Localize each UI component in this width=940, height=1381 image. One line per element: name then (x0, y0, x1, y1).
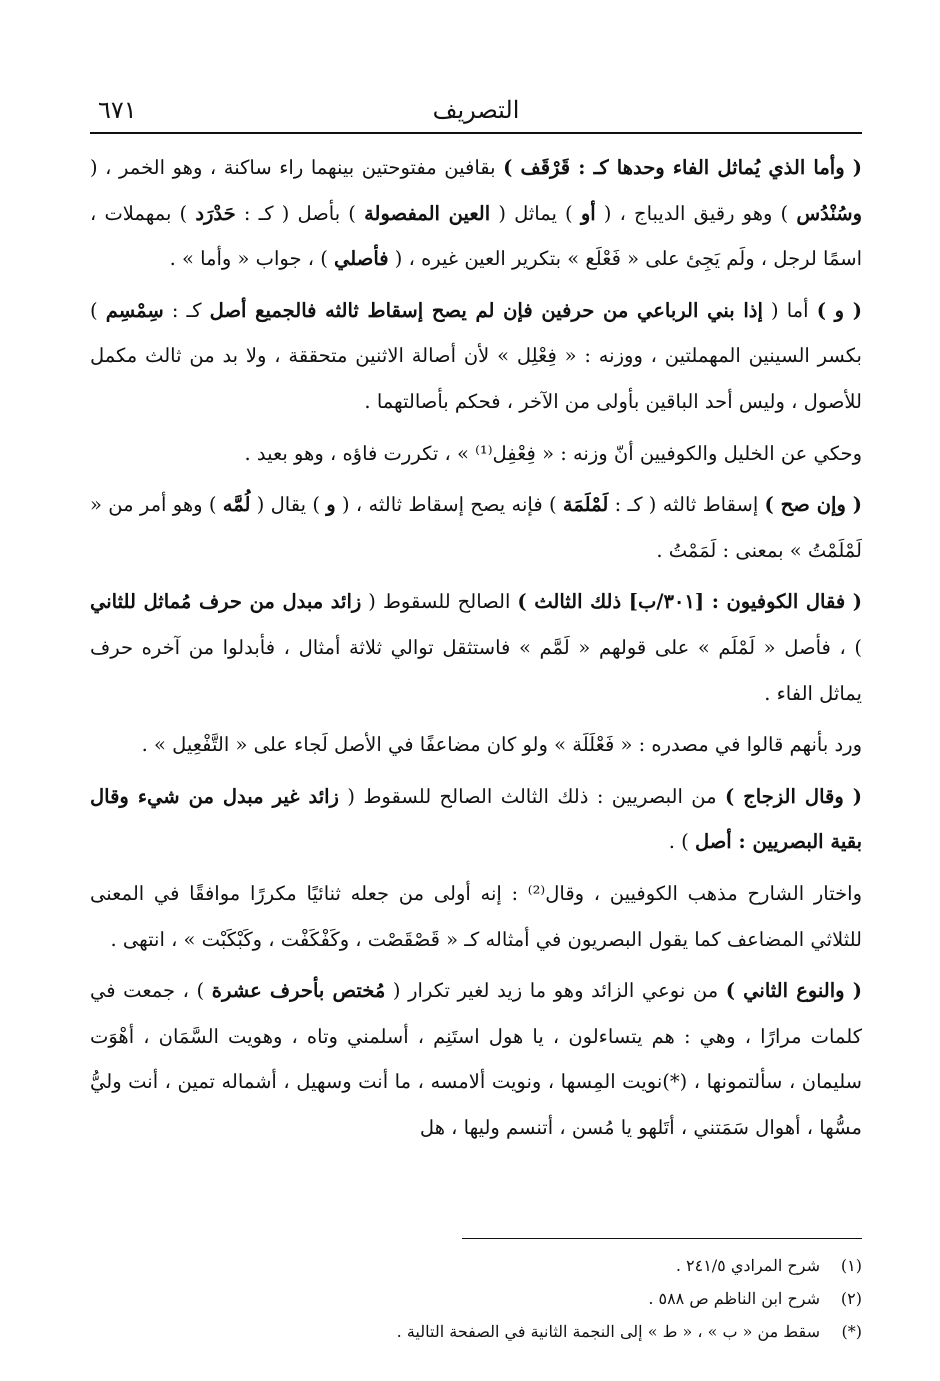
bold-text-run: العين المفصولة (364, 201, 491, 225)
bold-text-run: سِمْسِم (105, 298, 164, 322)
text-run: ) ، فأصل « لَمْلَم » على قولهم « لَمَّم » فاستثقل توالي ثلاثة أمثال ، فأبدلوا من آخره حرف يماثل الفاء . (90, 635, 862, 705)
text-run: كـ : (163, 298, 210, 322)
bold-text-run: مُختص بأحرف عشرة (211, 979, 386, 1003)
text-run: ) بكسر السينين المهملتين ، ووزنه : « فِعْلِل » لأن أصالة الاثنين متحققة ، ولا بد من ثالث مكمل للأصول ، وليس أحد الباقين بأولى من الآخر ، فحكم بأصالتهما . (90, 298, 862, 413)
text-run: ) يقال ( (250, 493, 327, 517)
paragraph (90, 774, 862, 865)
text-run: إسقاط ثالثه ( كـ : (608, 493, 765, 517)
paragraph (90, 968, 862, 1150)
text-run: وحكي عن الخليل والكوفيين أنّ وزنه : « فِعْفِل⁽¹⁾ » ، تكررت فاؤه ، وهو بعيد . (244, 441, 862, 465)
bold-text-run: ( والنوع الثاني ) (725, 979, 862, 1003)
bold-text-run: زائد غير مبدل من شيء وقال بقية البصريين : أصل (90, 784, 862, 854)
bold-text-run: ( و ) (816, 298, 862, 322)
paragraph (90, 431, 862, 477)
paragraph (90, 145, 862, 282)
text-run: بقافين مفتوحتين بينهما راء ساكنة ، وهو الخمر ، ( (90, 156, 504, 179)
bold-text-run: ( وإن صح ) (764, 493, 862, 517)
page-title: التصريف (432, 96, 520, 124)
text-run: من نوعي الزائد وهو ما زيد لغير تكرار ( (385, 979, 726, 1003)
paragraph (90, 482, 862, 573)
footnote-text: شرح ابن الناظم ص ٥٨٨ . (648, 1289, 820, 1308)
text-run: ) بأصل ( كـ : (235, 201, 365, 225)
footnote-text: سقط من « ب » ، « ط » إلى النجمة الثانية في الصفحة التالية . (396, 1322, 820, 1341)
paragraph (90, 722, 862, 768)
text-run: ) ، جواب « وأما » . (169, 247, 335, 271)
footnote-divider (462, 1238, 862, 1239)
bold-text-run: أو (580, 201, 596, 225)
bold-text-run: فأصلي (334, 247, 389, 271)
paragraph (90, 871, 862, 962)
text-run: من البصريين : ذلك الثالث الصالح للسقوط ( (338, 784, 725, 808)
footnote (90, 1315, 862, 1348)
paragraph (90, 288, 862, 425)
text-run: ورد بأنهم قالوا في مصدره : « فَعْلَلَة » ولو كان مضاعفًا في الأصل لَجاء على « التَّفْعِيل » . (141, 733, 862, 757)
text-run: ) يماثل ( (490, 201, 581, 225)
text-run: ) وهو رقيق الديباج ، ( (595, 201, 797, 225)
paragraph (90, 579, 862, 716)
bold-text-run: ( وأما الذي يُماثل الفاء وحدها كـ : قَرْقَف ) (503, 156, 862, 179)
bold-text-run: حَدْرَد (195, 201, 236, 225)
page-number: ٦٧١ (98, 96, 137, 124)
footnote-list (90, 1249, 862, 1348)
footnote-number: (١) (840, 1256, 862, 1275)
text-run: ) . (668, 830, 695, 854)
text-run: ) ، جمعت في كلمات مرارًا ، وهي : هم يتساءلون ، يا هول استَنِم ، أسلمني وتاه ، وهويت السَّمَان ، أهْوَت سليمان ، سألتمونها ، (*)نويت المِسها ، ونويت ألامسه ، ما أنت وسهيل ، أشماله تمين ، أنت وليُّ مسُّها ، أهوال سَمَتني ، أتَلهو يا مُسن ، أتنسم وليها ، هل (90, 979, 862, 1139)
bold-text-run: زائد مبدل من حرف مُماثل للثاني (90, 590, 362, 614)
bold-text-run: وسُنْدُس (796, 201, 862, 225)
body-text (90, 145, 862, 1156)
page-header (90, 92, 862, 134)
text-run: أما ( (762, 298, 817, 322)
footnote-number: (*) (841, 1322, 862, 1341)
text-run: ) وهو أمر من « لَمْلَمْتُ » بمعنى : لَمَمْتُ . (90, 493, 862, 562)
text-run: الصالح للسقوط ( (361, 590, 518, 614)
footnote (90, 1282, 862, 1315)
footnote-text: شرح المرادي ٢٤١/٥ . (675, 1256, 820, 1275)
text-run: واختار الشارح مذهب الكوفيين ، وقال⁽²⁾ : إنه أولى من جعله ثنائيًا مكررًا موافقًا في المعنى للثلاثي المضاعف كما يقول البصريون في أمثاله كـ « قَصْقَصْت ، وكَفْكَفْت ، وكَبْكَبْت » ، انتهى . (90, 881, 862, 951)
bold-text-run: و (326, 493, 336, 517)
footnote (90, 1249, 862, 1282)
text-run: ) فإنه يصح إسقاط ثالثه ، ( (335, 493, 563, 517)
bold-text-run: إذا بني الرباعي من حرفين فإن لم يصح إسقاط ثالثه فالجميع أصل (209, 298, 763, 322)
text-run: ) بمهملات ، اسمًا لرجل ، ولَم يَجِئ على « فَعْلَع » بتكرير العين غيره ، ( (90, 201, 862, 271)
bold-text-run: ( فقال الكوفيون : [٣٠١/ب] ذلك الثالث ) (517, 590, 862, 614)
bold-text-run: لَمْلَمَة (562, 493, 609, 517)
bold-text-run: لُمَّه (222, 493, 251, 517)
bold-text-run: ( وقال الزجاج ) (724, 784, 862, 808)
footnotes (90, 1238, 862, 1348)
footnote-number: (٢) (840, 1289, 862, 1308)
